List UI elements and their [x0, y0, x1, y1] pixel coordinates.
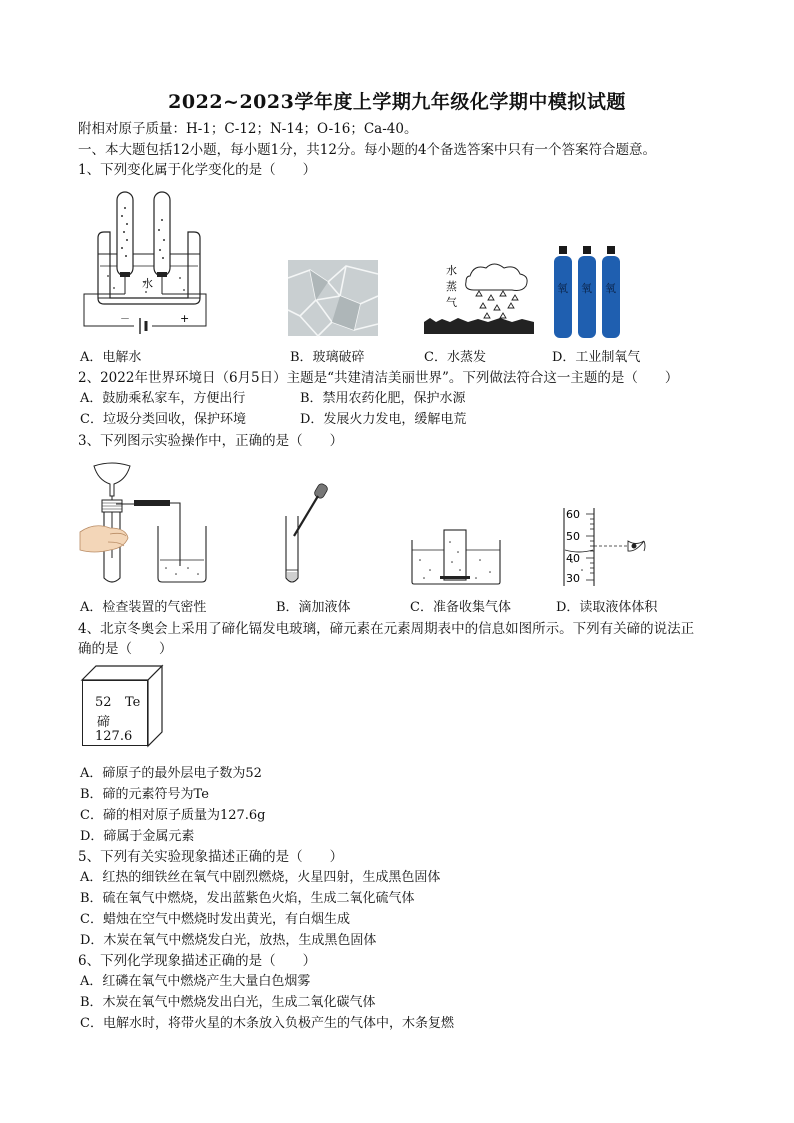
q6-stem: 6、下列化学现象描述正确的是（ ） — [78, 953, 317, 969]
q3-option-d[interactable]: D．读取液体体积 — [556, 600, 658, 615]
q6-option-c[interactable]: C．电解水时，将带火星的木条放入负极产生的气体中，木条复燃 — [80, 1016, 454, 1031]
q4-option-a[interactable]: A．碲原子的最外层电子数为52 — [80, 766, 262, 781]
gas-collection-figure — [410, 528, 502, 588]
q3-option-b[interactable]: B．滴加液体 — [276, 600, 351, 615]
q5-option-a[interactable]: A．红热的细铁丝在氧气中剧烈燃烧，火星四射，生成黑色固体 — [80, 870, 441, 885]
broken-glass-figure — [288, 260, 378, 336]
q4-option-b[interactable]: B．碲的元素符号为Te — [80, 787, 209, 802]
q5-option-c[interactable]: C．蜡烛在空气中燃烧时发出黄光，有白烟生成 — [80, 912, 350, 927]
q4-option-d[interactable]: D．碲属于金属元素 — [80, 829, 195, 844]
evaporation-figure — [424, 262, 534, 338]
q1-option-d[interactable]: D．工业制氧气 — [552, 350, 641, 365]
oxygen-cylinders-figure — [553, 246, 627, 338]
q2-option-d[interactable]: D．发展火力发电，缓解电荒 — [300, 412, 467, 427]
vapor-label-2: 蒸 — [446, 280, 457, 293]
q3-stem: 3、下列图示实验操作中，正确的是（ ） — [78, 433, 344, 449]
q2-option-c[interactable]: C．垃圾分类回收，保护环境 — [80, 412, 246, 427]
atomic-mass-note: 附相对原子质量：H-1；C-12；N-14；O-16；Ca-40。 — [78, 121, 418, 137]
scale-50: 50 — [566, 530, 580, 543]
q3-option-c[interactable]: C．准备收集气体 — [410, 600, 511, 615]
element-symbol: Te — [125, 695, 141, 710]
battery-minus-label: － — [120, 314, 130, 325]
scale-30: 30 — [566, 572, 580, 585]
q2-option-b[interactable]: B．禁用农药化肥，保护水源 — [300, 391, 466, 406]
cylinder-label-1: 氧 — [557, 282, 568, 295]
page-title: 2022~2023学年度上学期九年级化学期中模拟试题 — [168, 91, 626, 113]
section-instruction: 一、本大题包括12小题，每小题1分，共12分。每小题的4个备选答案中只有一个答案符合题意。 — [78, 142, 657, 158]
battery-plus-label: + — [180, 312, 190, 325]
q4-stem-line2: 确的是（ ） — [78, 641, 173, 657]
airtightness-figure — [80, 462, 212, 586]
dropper-figure — [280, 482, 340, 586]
vapor-label-1: 水 — [446, 264, 457, 277]
q1-option-a[interactable]: A．电解水 — [80, 350, 142, 365]
scale-40: 40 — [566, 552, 580, 565]
q1-option-b[interactable]: B．玻璃破碎 — [290, 350, 365, 365]
q6-option-a[interactable]: A．红磷在氧气中燃烧产生大量白色烟雾 — [80, 974, 311, 989]
q6-option-b[interactable]: B．木炭在氧气中燃烧发出白光，生成二氧化碳气体 — [80, 995, 376, 1010]
q2-option-a[interactable]: A．鼓励乘私家车，方便出行 — [80, 391, 246, 406]
q4-stem-line1: 4、北京冬奥会上采用了碲化镉发电玻璃，碲元素在元素周期表中的信息如图所示。下列有关碲的说法正 — [78, 621, 695, 637]
vapor-label-3: 气 — [446, 296, 457, 309]
q5-option-b[interactable]: B．硫在氧气中燃烧，发出蓝紫色火焰，生成二氧化硫气体 — [80, 891, 415, 906]
electrolysis-figure — [84, 190, 214, 336]
q5-stem: 5、下列有关实验现象描述正确的是（ ） — [78, 849, 344, 865]
element-name: 碲 — [97, 715, 111, 730]
q4-option-c[interactable]: C．碲的相对原子质量为127.6g — [80, 808, 266, 823]
atomic-mass: 127.6 — [95, 729, 133, 744]
q1-stem: 1、下列变化属于化学变化的是（ ） — [78, 162, 317, 178]
q3-option-a[interactable]: A．检查装置的气密性 — [80, 600, 207, 615]
scale-60: 60 — [566, 508, 580, 521]
water-label: 水 — [142, 277, 153, 290]
q1-option-c[interactable]: C．水蒸发 — [424, 350, 486, 365]
element-tile — [82, 680, 148, 746]
q2-stem: 2、2022年世界环境日（6月5日）主题是“共建清洁美丽世界”。下列做法符合这一主题的是（ ） — [78, 370, 679, 386]
atomic-number: 52 — [95, 695, 112, 710]
cylinder-label-2: 氧 — [581, 282, 592, 295]
q5-option-d[interactable]: D．木炭在氧气中燃烧发白光，放热，生成黑色固体 — [80, 933, 377, 948]
graduated-cylinder-figure — [562, 506, 662, 588]
cylinder-label-3: 氧 — [605, 282, 616, 295]
